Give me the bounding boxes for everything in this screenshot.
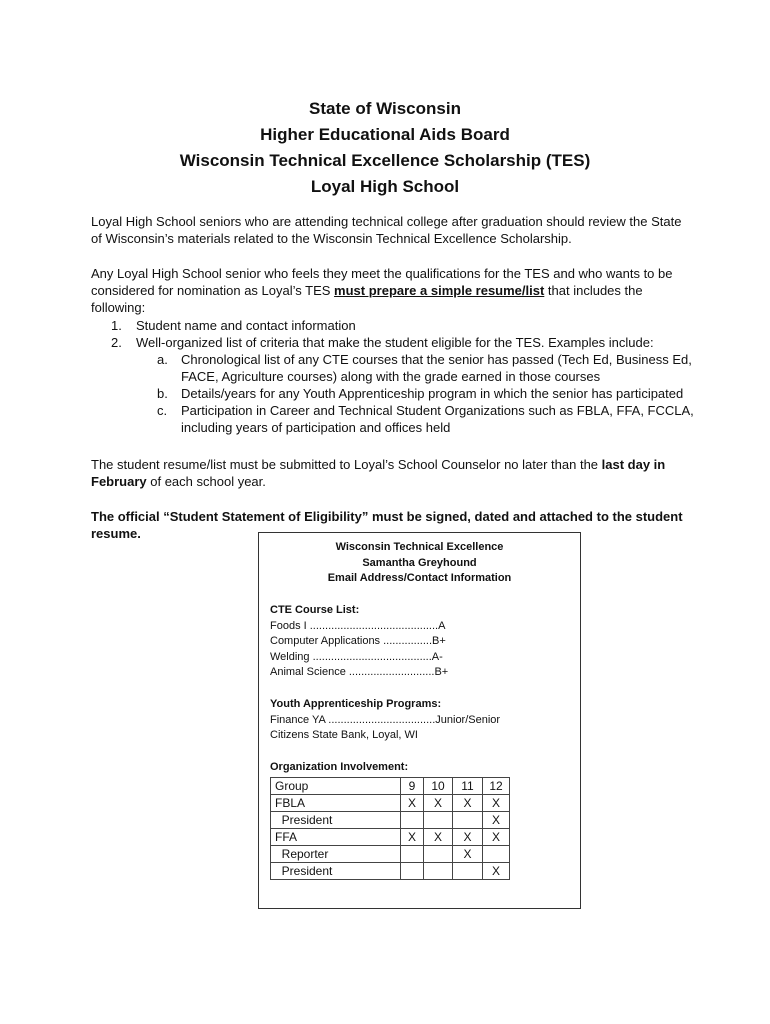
sample-resume-header xyxy=(259,540,580,587)
list-text: Student name and contact information xyxy=(136,318,356,333)
deadline-paragraph xyxy=(91,456,691,490)
sublist-item xyxy=(91,402,701,436)
table-row xyxy=(271,812,510,829)
deadline-text: The student resume/list must be submitted to Loyal’s School Counselor no later than the xyxy=(91,457,602,472)
title-line: Wisconsin Technical Excellence Scholarship (TES) xyxy=(179,151,591,170)
qualification-emphasis: must prepare a simple resume/list xyxy=(334,283,545,298)
requirements-list xyxy=(91,317,701,436)
table-cell: X xyxy=(401,795,424,812)
table-cell: X xyxy=(483,863,510,880)
qualification-paragraph xyxy=(91,265,691,316)
table-cell: X xyxy=(453,846,483,863)
sublist-letter: b. xyxy=(157,386,168,401)
course-row: Foods I ..........................................A xyxy=(270,619,446,632)
section-title: Youth Apprenticeship Programs: xyxy=(270,698,442,710)
table-cell: X xyxy=(424,829,453,846)
table-header-row xyxy=(271,778,510,795)
table-cell: X xyxy=(401,829,424,846)
course-row: Welding .......................................A- xyxy=(270,650,443,663)
table-cell: X xyxy=(483,829,510,846)
table-cell: X xyxy=(453,829,483,846)
header-line: Wisconsin Technical Excellence xyxy=(335,541,504,553)
document-title-block xyxy=(0,96,770,200)
table-cell: X xyxy=(483,795,510,812)
table-row xyxy=(271,829,510,846)
table-cell xyxy=(401,812,424,829)
table-cell: X xyxy=(483,812,510,829)
qualification-text-end: that includes the following: xyxy=(91,283,643,315)
table-row xyxy=(271,863,510,880)
title-line: Higher Educational Aids Board xyxy=(260,125,510,144)
table-cell xyxy=(401,846,424,863)
program-row: Finance YA ...................................Junior/Senior xyxy=(270,713,501,726)
section-title: CTE Course List: xyxy=(270,604,360,616)
course-row: Computer Applications ................B+ xyxy=(270,635,446,647)
table-cell xyxy=(453,863,483,880)
sample-resume-box xyxy=(258,532,581,909)
course-row: Animal Science ............................B+ xyxy=(270,666,449,678)
qualification-text: Any Loyal High School senior who feels they meet the qualifications for the TES and who wants to be considered for nomination as Loyal’s TES xyxy=(91,266,673,298)
table-cell: President xyxy=(271,812,401,829)
sublist-text: Participation in Career and Technical Student Organizations such as FBLA, FFA, FCCLA, including years of participation and offices held xyxy=(181,403,694,435)
youth-apprenticeship-section xyxy=(270,697,570,744)
sublist-item xyxy=(91,351,701,385)
table-cell: President xyxy=(271,863,401,880)
title-line: Loyal High School xyxy=(310,177,460,196)
sublist-letter: c. xyxy=(157,403,168,418)
header-line: Email Address/Contact Information xyxy=(327,572,512,584)
title-line: State of Wisconsin xyxy=(309,99,461,118)
table-cell: Reporter xyxy=(271,846,401,863)
list-number: 2. xyxy=(111,335,122,350)
official-note: The official “Student Statement of Eligibility” must be signed, dated and attached to the student resume. xyxy=(91,509,683,541)
sublist-text: Details/years for any Youth Apprenticeship program in which the senior has participated xyxy=(181,386,684,401)
table-cell xyxy=(483,846,510,863)
program-row: Citizens State Bank, Loyal, WI xyxy=(270,729,418,741)
table-cell: FBLA xyxy=(271,795,401,812)
organization-table xyxy=(270,777,510,880)
section-title: Organization Involvement: xyxy=(270,761,409,773)
table-cell xyxy=(424,846,453,863)
table-cell: X xyxy=(424,795,453,812)
sublist-item xyxy=(91,385,701,402)
table-header-cell: Group xyxy=(271,778,401,795)
cte-course-section xyxy=(270,603,570,681)
list-text: Well-organized list of criteria that make the student eligible for the TES. Examples include: xyxy=(136,335,654,350)
table-header-cell: 12 xyxy=(483,778,510,795)
table-row xyxy=(271,846,510,863)
deadline-emphasis: last day in February xyxy=(91,457,666,489)
table-cell xyxy=(401,863,424,880)
list-number: 1. xyxy=(111,318,122,333)
list-item xyxy=(91,317,701,334)
intro-paragraph: Loyal High School seniors who are attending technical college after graduation should review the State of Wisconsin’s materials related to the Wisconsin Technical Excellence Scholarship. xyxy=(91,214,682,246)
table-cell xyxy=(453,812,483,829)
table-cell: X xyxy=(453,795,483,812)
deadline-text-end: of each school year. xyxy=(146,474,266,489)
table-header-cell: 9 xyxy=(401,778,424,795)
table-cell: FFA xyxy=(271,829,401,846)
student-name: Samantha Greyhound xyxy=(362,556,477,569)
sublist-letter: a. xyxy=(157,352,168,367)
list-item xyxy=(91,334,701,351)
table-cell xyxy=(424,812,453,829)
organization-section xyxy=(270,760,570,776)
table-header-cell: 11 xyxy=(453,778,483,795)
table-row xyxy=(271,795,510,812)
table-header-cell: 10 xyxy=(424,778,453,795)
table-cell xyxy=(424,863,453,880)
sublist-text: Chronological list of any CTE courses that the senior has passed (Tech Ed, Business Ed, FACE, Agriculture courses) along with the grade earned in those courses xyxy=(181,352,692,384)
